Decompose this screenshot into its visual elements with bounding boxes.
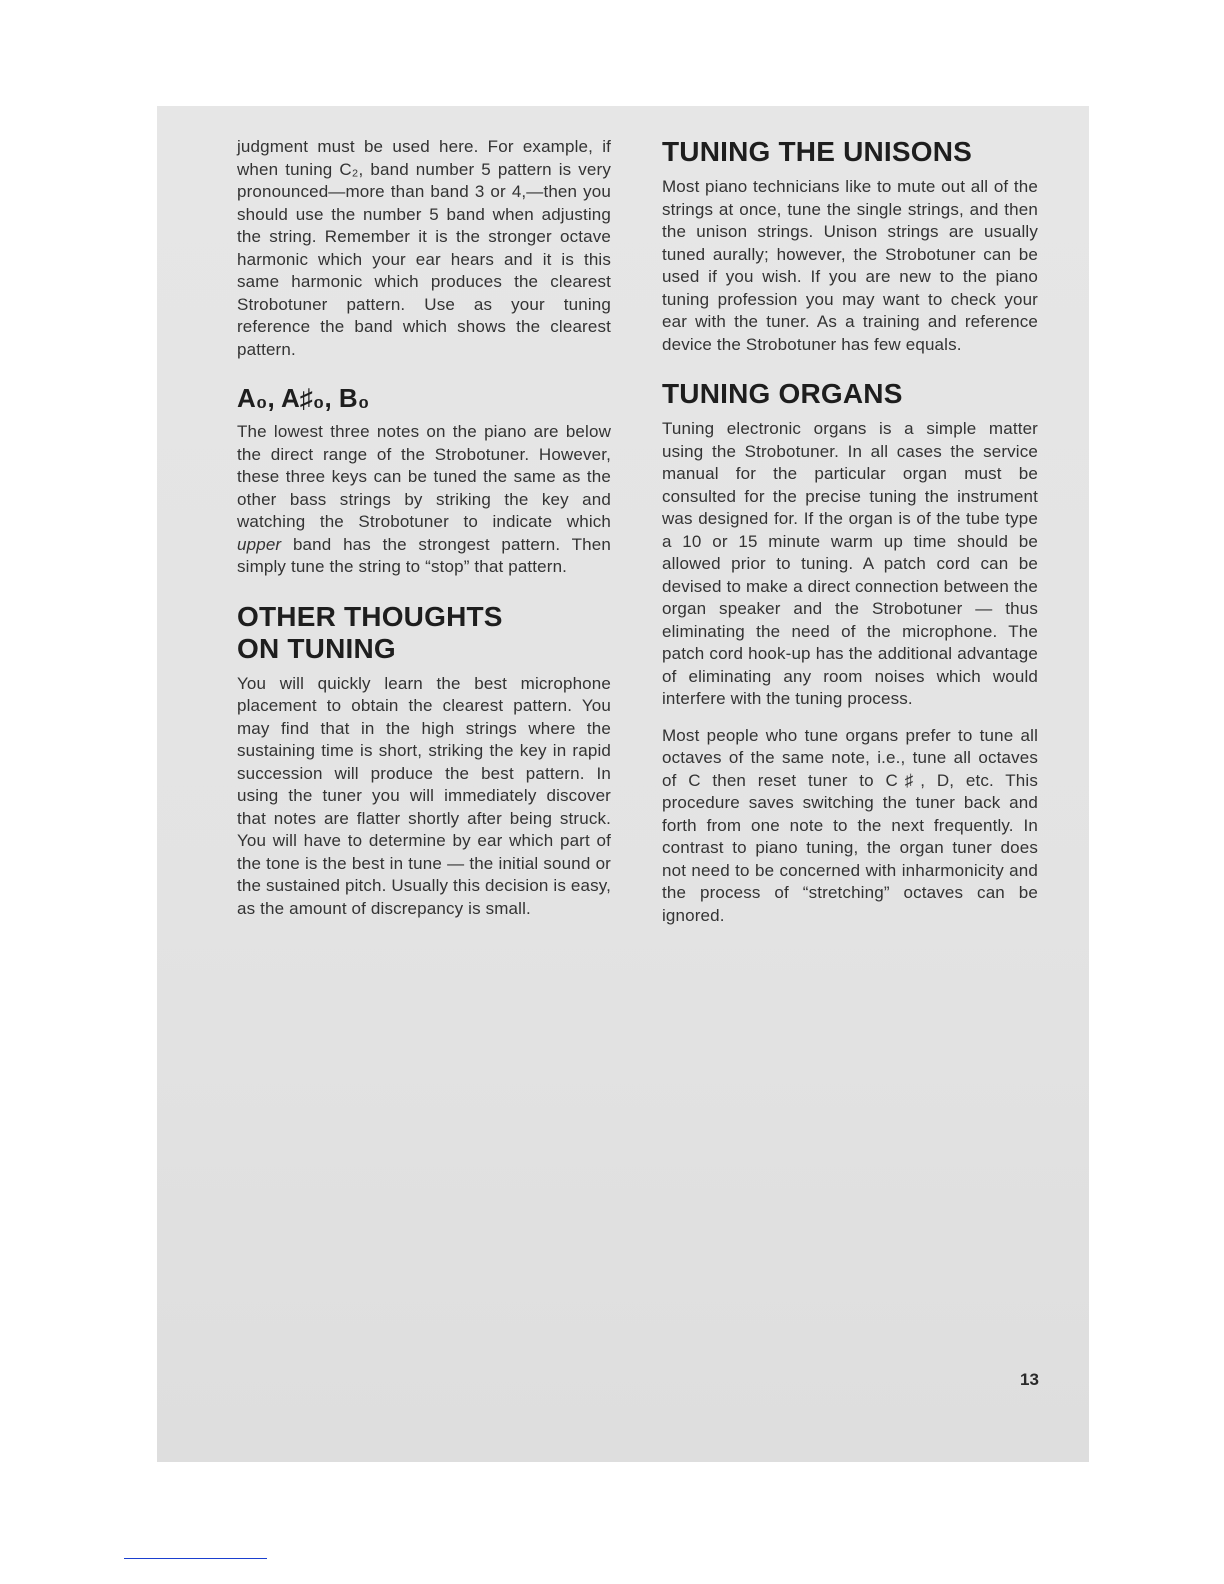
unisons-heading: TUNING THE UNISONS xyxy=(662,136,973,167)
right-column xyxy=(662,136,1038,927)
organs-paragraph-2: Most people who tune organs prefer to tune all octaves of the same note, i.e., tune all octaves of C then reset tuner to C♯, D, etc. This procedure saves switching the tuner back and forth from one note to the next frequently. In contrast to piano tuning, the organ tuner does not need to be concerned with inharmonicity and the process of “stretching” octaves can be ignored. xyxy=(662,725,1038,925)
lowest-notes-paragraph xyxy=(237,421,611,579)
organs-paragraph-1: Tuning electronic organs is a simple matter using the Strobotuner. In all cases the service manual for the particular organ must be consulted for the precise tuning the instrument was designed for. If the organ is of the tube type a 10 or 15 minute warm up time should be allowed prior to tuning. A patch cord can be devised to make a direct connection between the organ speaker and the Strobotuner — thus eliminating the need of the microphone. The patch cord hook-up has the additional advantage of eliminating any room noises which would interfere with the tuning process. xyxy=(662,419,1038,708)
lowest-notes-heading: A₀, A♯₀, B₀ xyxy=(237,383,370,413)
left-column xyxy=(237,136,611,920)
other-thoughts-heading xyxy=(237,601,611,665)
lowest-notes-text-italic: upper xyxy=(237,534,282,554)
other-thoughts-heading-line1: OTHER THOUGHTS xyxy=(237,600,503,632)
other-thoughts-heading-line2: ON TUNING xyxy=(237,632,396,664)
unisons-paragraph: Most piano technicians like to mute out all of the strings at once, tune the single strings, and then the unison strings. Unison strings are usually tuned aurally; however, the Strobotuner can be used if you wish. If you are new to the piano tuning profession you may want to check your ear with the tuner. As a training and reference device the Strobotuner has few equals. xyxy=(662,177,1038,354)
footnote-separator xyxy=(124,1558,267,1559)
other-thoughts-paragraph: You will quickly learn the best microphone placement to obtain the clearest pattern. You may find that in the high strings where the sustaining time is short, striking the key in rapid succession will produce the best pattern. In using the tuner you will immediately discover that notes are flatter shortly after being struck. You will have to determine by ear which part of the tone is the best in tune — the initial sound or the sustained pitch. Usually this decision is easy, as the amount of discrepancy is small. xyxy=(237,673,611,918)
scanned-page xyxy=(157,106,1089,1462)
intro-paragraph: judgment must be used here. For example, if when tuning C₂, band number 5 pattern is very pronounced—more than band 3 or 4,—then you should use the number 5 band when adjusting the string. Remember it is the stronger octave harmonic which your ear hears and it is this same harmonic which produces the clearest Strobotuner pattern. Use as your tuning reference the band which shows the clearest pattern. xyxy=(237,137,611,359)
organs-heading: TUNING ORGANS xyxy=(662,378,903,409)
lowest-notes-text-before: The lowest three notes on the piano are below the direct range of the Strobotuner. However, these three keys can be tuned the same as the other bass strings by striking the key and watching the Strobotuner to indicate which xyxy=(237,422,611,531)
page-number: 13 xyxy=(1020,1370,1039,1389)
lowest-notes-text-after: band has the strongest pattern. Then simply tune the string to “stop” that pattern. xyxy=(237,534,611,576)
